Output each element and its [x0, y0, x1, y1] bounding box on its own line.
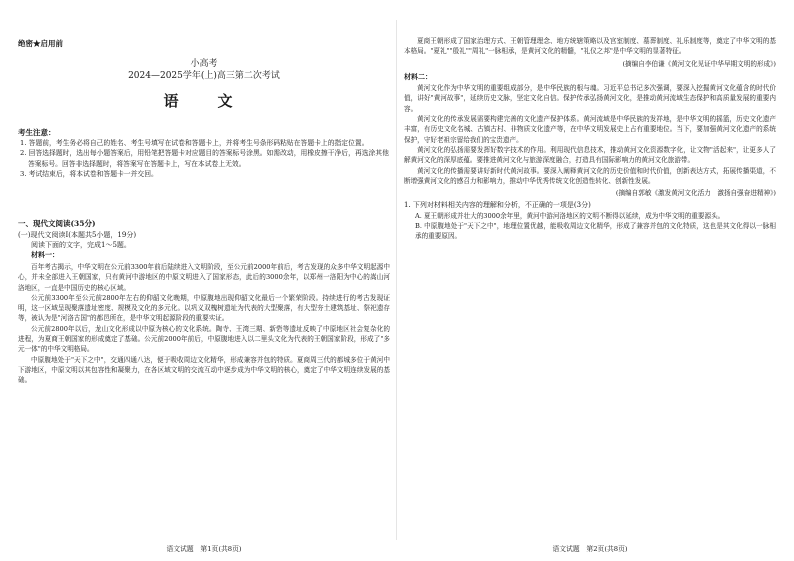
paragraph: 黄河文化作为中华文明的重要组成部分，是中华民族的根与魂。习近平总书记多次强调，要深入挖掘黄河文化蕴含的时代价值，讲好"黄河故事"，延续历史文脉，坚定文化自信。保护传承弘扬黄河文化，是推动黄河流域生态保护和高质量发展的重要内容。 — [404, 84, 776, 113]
question-stem: 1. 下列对材料相关内容的理解和分析，不正确的一项是(3分) — [404, 201, 591, 210]
left-page — [18, 0, 390, 561]
section-title: 一、现代文阅读(35分) — [18, 219, 96, 228]
note-item: 2. 回答选择题时，选出每小题答案后，用铅笔把答题卡对应题目的答案标号涂黑。如需改动，用橡皮擦干净后，再选涂其他答案标号。回答非选择题时，将答案写在答题卡上，写在本试卷上无效。 — [20, 149, 389, 168]
page-footer: 语文试题 第1页(共8页) — [166, 545, 242, 553]
exam-name: 2024—2025学年(上)高三第二次考试 — [128, 71, 280, 81]
notes-list — [18, 138, 390, 180]
material-one-label: 材料一： — [31, 250, 59, 259]
subject-title: 语 文 — [163, 92, 245, 110]
material-one-text — [18, 262, 390, 386]
paragraph: 百年考古揭示，中华文明在公元前3300年前后陆续进入文明阶段，至公元前2000年前后，考古发现的众多中华文明起源中心，并未全部进入王朝国家，只有黄河中游地区的中原文明进入了国家形态，此后的3000余年，以郑州一洛阳为中心的嵩山河洛地区，一直是中国历史的核心区域。 — [18, 263, 390, 292]
paragraph: 公元前3300年至公元前2800年左右的仰韶文化晚期，中原腹地出现仰韶文化最后一个繁荣阶段。持续进行的考古发现证明，这一区域呈现聚落遗址密度、规模及文化的多元化。以巩义双槐树遗址为代表的大型聚落，有大型夯土建筑基址、祭祀遗存等，被认为是"河洛古国"的都邑所在，是中华文明起源阶段的重要实证。 — [18, 293, 390, 323]
material-two-label: 材料二： — [404, 71, 432, 81]
exam-org: 小高考 — [190, 59, 218, 69]
page-footer: 语文试题 第2页(共8页) — [552, 545, 628, 553]
paragraph: 公元前2800年以后，龙山文化形成以中原为核心的文化系统。陶寺、王湾三期、新砦等遗址反映了中原地区社会复杂化的进程，为夏商王朝国家的形成奠定了基础。公元前2000年前后，中原腹地进入以二里头文化为代表的王朝国家阶段，形成了"多元一体"的中华文明格局。 — [18, 324, 390, 354]
reading-instruction: 阅读下面的文字，完成1～5题。 — [31, 241, 131, 249]
answer-option: B. 中原腹地处于"天下之中"，地理位置优越，能吸收周边文化精华，形成了兼容并包的文化特质，这也是其文化得以一脉相承的重要原因。 — [415, 222, 776, 241]
source-citation: (摘编自郭敏《激发黄河文化活力 激扬自强奋进精神》) — [615, 189, 776, 198]
answer-option: A. 夏王朝形成并壮大的3000余年里，黄河中游河洛地区的文明不断得以延续，成为中华文明的重要源头。 — [415, 211, 725, 220]
confidential-label: 绝密★启用前 — [18, 39, 63, 48]
note-item: 3. 考试结束后，将本试卷和答题卡一并交回。 — [20, 170, 158, 179]
paragraph: 黄河文化的传播需要讲好新时代黄河故事。要深入阐释黄河文化的历史价值和时代价值，创新表达方式，拓展传播渠道，不断增强黄河文化的感召力和影响力，推动中华优秀传统文化创造性转化、创新性发展。 — [404, 166, 776, 185]
source-citation: (摘编自李伯谦《黄河文化见证中华早期文明的形成》) — [622, 59, 776, 68]
right-page — [404, 0, 776, 561]
subsection-title: (一)现代文阅读Ⅰ(本题共5小题，19分) — [18, 231, 137, 239]
paragraph: 黄河文化的弘扬需要发挥好数字技术的作用。利用现代信息技术，推动黄河文化资源数字化，让文物"活起来"，让更多人了解黄河文化的深厚底蕴。要推进黄河文化与旅游深度融合，打造具有国际影响力的黄河文化旅游带。 — [404, 145, 776, 165]
paragraph: 黄河文化的传承发展需要构建完善的文化遗产保护体系。黄河流域是中华民族的发祥地，是中华文明的摇篮，历史文化遗产丰富，有历史文化名城、古镇古村、非物质文化遗产等，在中华文明发展史上占有重要地位。当下，要加强黄河文化遗产的系统保护，守好老祖宗留给我们的宝贵遗产。 — [404, 115, 776, 144]
paragraph: 夏商王朝形成了国家治理方式、王朝管理理念、地方统辖策略以及宫室制度、墓葬制度、礼乐制度等，奠定了中华文明的基本格局。"夏礼""殷礼""周礼"一脉相承，是黄河文化的精髓，"礼仪之邦"是中华文明的显著特征。 — [404, 37, 776, 56]
right-page-text — [404, 36, 776, 242]
notes-title: 考生注意： — [18, 128, 56, 137]
note-item: 1. 答题前，考生务必将自己的姓名、考生号填写在试卷和答题卡上，并将考生号条形码粘贴在答题卡上的指定位置。 — [20, 139, 369, 147]
subsection-block — [18, 230, 136, 260]
exam-title-block — [18, 58, 390, 111]
page-divider — [396, 20, 397, 540]
paragraph: 中原腹地处于"天下之中"，交通四通八达，便于吸收周边文化精华，形成兼容并包的特质。夏商周三代的都城多位于黄河中下游地区，中原文明以其包容性和凝聚力，在各区域文明的交流互动中逐步成为中华文明的核心，奠定了中华文明连续发展的基础。 — [18, 355, 390, 385]
